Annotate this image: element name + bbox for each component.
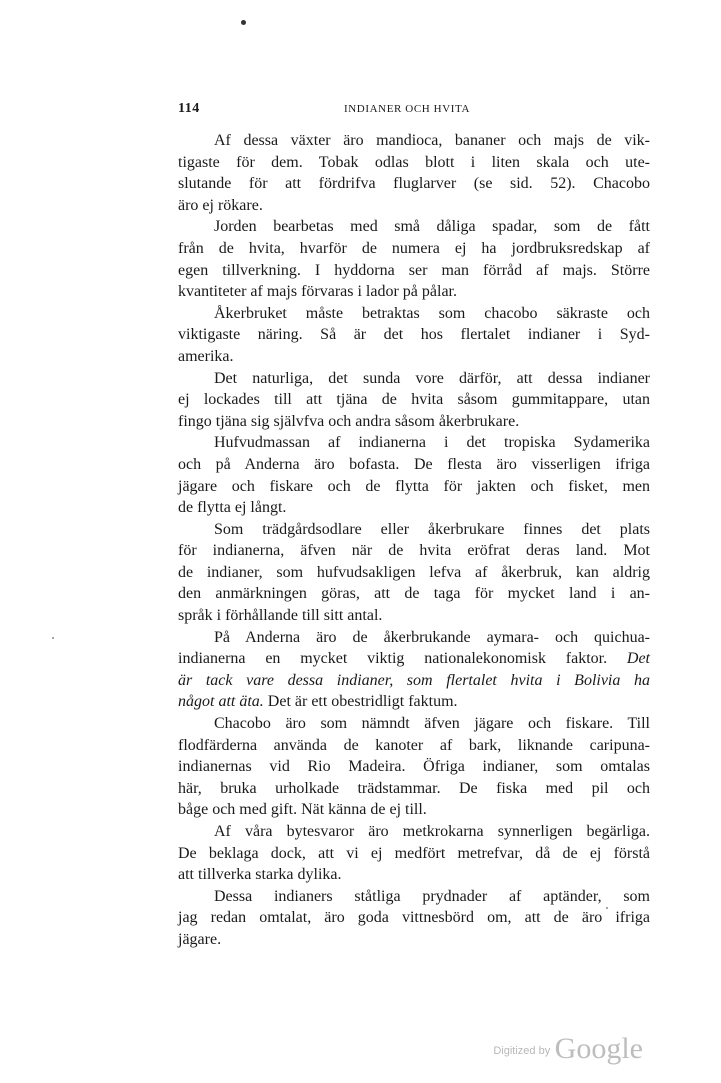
scan-speck — [52, 637, 54, 639]
text-line-roman: tigaste för dem. Tobak odlas blott i liten skala och ute- — [178, 153, 650, 171]
text-line — [178, 583, 650, 605]
text-line-roman: ej lockades till att tjäna de hvita såsom gummitappare, utan — [178, 391, 650, 409]
text-line-roman: Chacobo äro som nämndt äfven jägare och fiskare. Till — [214, 715, 650, 733]
text-line — [178, 173, 650, 195]
text-line — [178, 454, 650, 476]
text-line — [178, 929, 650, 951]
text-line — [178, 907, 650, 929]
text-line — [178, 562, 650, 584]
text-line-roman: att tillverka starka dylika. — [178, 866, 342, 884]
text-line — [178, 411, 650, 433]
text-line-roman: Af dessa växter äro mandioca, bananer och majs de vik- — [214, 132, 650, 149]
text-line — [178, 324, 650, 346]
text-line — [178, 713, 650, 735]
page-number: 114 — [178, 101, 200, 116]
text-line-roman: indianerna en mycket viktig nationalekonomisk faktor. — [178, 650, 608, 668]
text-line-roman: Som trädgårdsodlare eller åkerbrukare finnes det plats — [214, 520, 650, 538]
text-line — [178, 152, 650, 174]
text-line-roman: och på Anderna äro bofasta. De flesta äro visserligen ifriga — [178, 455, 650, 473]
text-line-italic: är tack vare dessa indianer, som flertalet hvita i Bolivia ha — [178, 671, 650, 689]
text-line — [178, 260, 650, 282]
text-line-roman: för indianerna, äfven när de hvita eröfrat deras land. Mot — [178, 542, 650, 560]
text-line — [178, 627, 650, 649]
digitized-by-google-watermark — [493, 1032, 643, 1066]
text-line — [178, 238, 650, 260]
text-line — [178, 540, 650, 562]
ink-speck — [241, 20, 246, 25]
watermark-brand: Google — [554, 1032, 643, 1065]
body-text — [178, 130, 650, 951]
text-line-roman: jag redan omtalat, äro goda vittnesbörd om, att de äro ifriga — [178, 909, 650, 927]
text-line — [178, 281, 650, 303]
text-line — [178, 476, 650, 498]
text-line-roman: indianernas vid Rio Madeira. Öfriga indianer, som omtalas — [178, 758, 650, 776]
text-line — [178, 368, 650, 390]
running-head: INDIANER OCH HVITA — [344, 103, 471, 115]
text-line-roman: Af våra bytesvaror äro metkrokarna synnerligen begärliga. — [214, 823, 650, 840]
text-line-roman: kvantiteter af majs förvaras i lador på pålar. — [178, 283, 457, 301]
text-line — [178, 799, 650, 821]
text-line — [178, 778, 650, 800]
text-line-roman: Dessa indianers ståtliga prydnader af aptänder, som — [214, 887, 650, 905]
text-line-roman: de indianer, som hufvudsakligen lefva af åkerbruk, kan aldrig — [178, 563, 650, 581]
text-line — [178, 519, 650, 541]
text-line-roman: Åkerbruket måste betraktas som chacobo säkraste och — [214, 304, 650, 322]
text-line — [178, 432, 650, 454]
text-line — [178, 821, 650, 843]
text-line-roman: egen tillverkning. I hyddorna ser man förråd af majs. Större — [178, 261, 650, 279]
text-line-roman: viktigaste näring. Så är det hos flertalet indianer i Syd- — [178, 326, 650, 344]
text-line — [178, 735, 650, 757]
text-line-roman: från de hvita, hvarför de numera ej ha jordbruksredskap af — [178, 239, 650, 257]
text-line — [178, 648, 650, 670]
text-line — [178, 389, 650, 411]
text-line-roman: jägare och fiskare och de flytta för jakten och fisket, men — [178, 477, 650, 495]
text-line — [178, 864, 650, 886]
text-line-roman: De beklaga dock, att vi ej medfört metrefvar, då de ej förstå — [178, 844, 650, 862]
text-line-roman: jägare. — [178, 930, 222, 948]
text-line — [178, 216, 650, 238]
text-line-roman: här, bruka urholkade trädstammar. De fiska med pil och — [178, 779, 650, 797]
text-line-roman: Jorden bearbetas med små dåliga spadar, som de fått — [214, 218, 650, 236]
text-line-roman: äro ej rökare. — [178, 196, 263, 214]
text-line — [178, 691, 650, 713]
text-line-roman: de flytta ej långt. — [178, 499, 287, 517]
text-line-italic: något att äta. — [178, 693, 264, 711]
text-line — [178, 195, 650, 217]
text-line-roman: flodfärderna använda de kanoter af bark, liknande caripuna- — [178, 736, 650, 754]
text-line-italic: Det — [626, 650, 650, 668]
text-line-roman: Det är ett obestridligt faktum. — [263, 693, 458, 711]
scan-speck — [606, 907, 608, 909]
text-line-roman: Det naturliga, det sunda vore därför, att dessa indianer — [214, 369, 650, 387]
text-line-roman: fingo tjäna sig självfva och andra såsom åkerbrukare. — [178, 412, 520, 430]
text-line — [178, 346, 650, 368]
watermark-prefix: Digitized by — [493, 1045, 551, 1057]
text-line-roman: amerika. — [178, 347, 234, 365]
text-line-roman: På Anderna äro de åkerbrukande aymara- och quichua- — [214, 628, 650, 646]
text-line — [178, 886, 650, 908]
text-line-roman: slutande för att fördrifva fluglarver (se sid. 52). Chacobo — [178, 175, 650, 193]
text-line — [178, 756, 650, 778]
text-line-roman: språk i förhållande till sitt antal. — [178, 607, 383, 625]
text-line-roman: båge och med gift. Nät känna de ej till. — [178, 801, 427, 819]
text-line — [178, 605, 650, 627]
text-line — [178, 303, 650, 325]
text-line — [178, 497, 650, 519]
text-line-roman: den anmärkningen göras, att de taga för mycket land i an- — [178, 585, 650, 603]
text-line — [178, 130, 650, 152]
text-line-roman: Hufvudmassan af indianerna i det tropiska Sydamerika — [214, 434, 650, 452]
text-line — [178, 670, 650, 692]
text-line — [178, 843, 650, 865]
